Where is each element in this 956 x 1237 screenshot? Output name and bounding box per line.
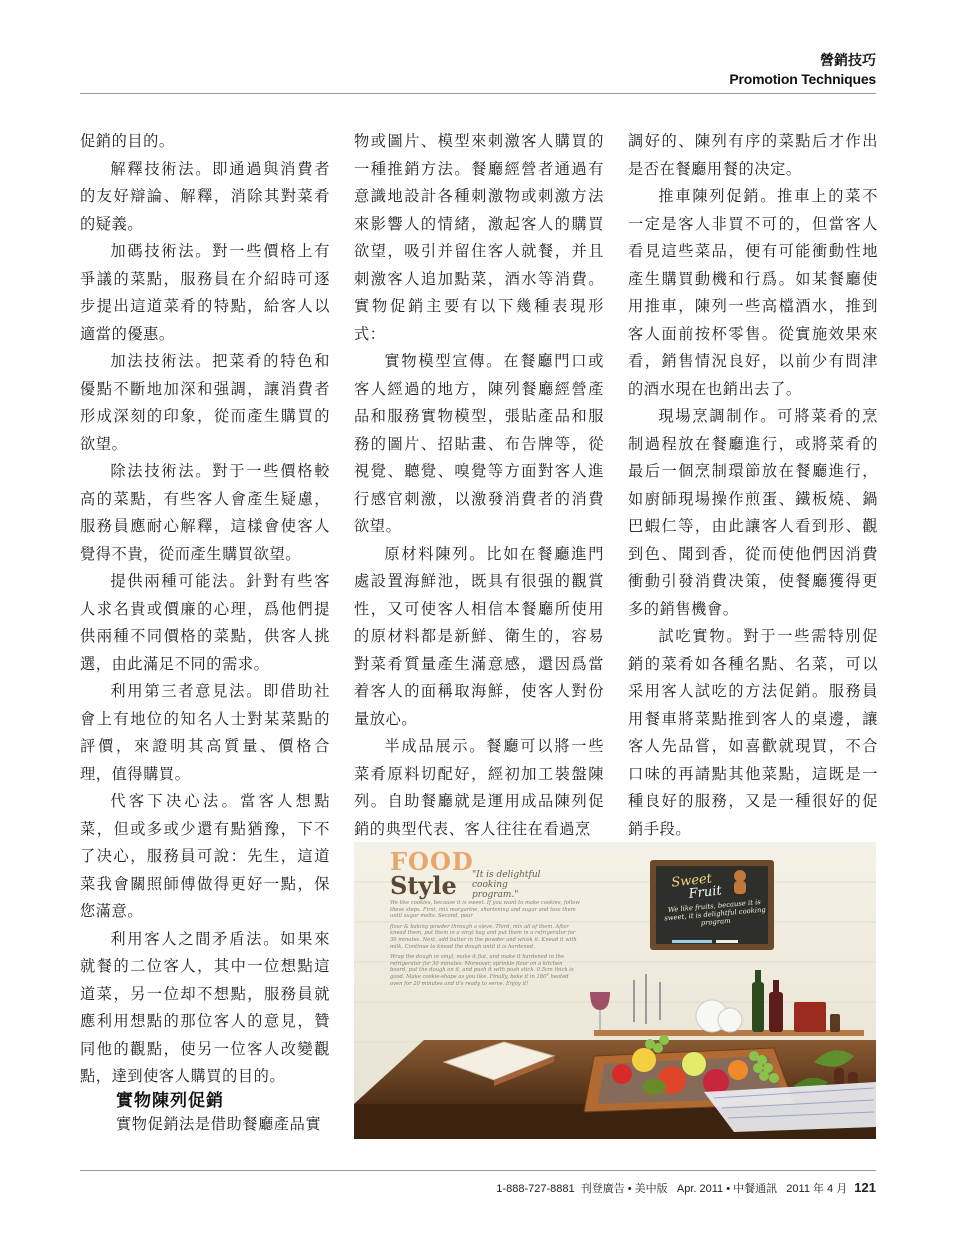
recipe-paragraph: flour & baking powder through a sieve. Third, mix all of them. After knead them, put them in a vinyl bag and put them in a refrigerator for 30 minutes. Next, add butter in the powder and whisk it. Knead it with milk. Continue to knead the dough until it is hardened. <box>390 923 577 950</box>
section-subheading: 實物陳列促銷 <box>116 1091 224 1111</box>
paragraph: 現場烹調制作。可將菜肴的烹制過程放在餐廳進行，或將菜肴的最后一個烹制環節放在餐廳進行，如廚師現場操作煎蛋、鐵板燒、鍋巴蝦仁等，由此讓客人看到形、觀到色、聞到香，從而使他們因消費衝動引發消費决策，使餐廳獲得更多的銷售機會。 <box>628 407 878 618</box>
paragraph: 加法技術法。把菜肴的特色和優點不斷地加深和强調，讓消費者形成深刻的印象，從而產生購買的欲望。 <box>80 352 330 453</box>
paragraph: 促銷的目的。 <box>80 132 175 150</box>
section-title-zh: 營銷技巧 <box>820 53 876 69</box>
footer-ad-text: 刊登廣告 • 美中版 <box>580 1183 668 1195</box>
paragraph: 利用客人之間矛盾法。如果來就餐的二位客人，其中一位想點這道菜，另一位却不想點，服務員就應利用想點的那位客人的意見，贊同他的觀點，使另一位客人改變觀點，達到使客人購買的目的。 <box>80 929 330 1085</box>
article-column-3 <box>628 128 878 843</box>
chalkboard-text: We like fruits, because it is sweet, it is delightful cooking program <box>663 897 767 928</box>
illustration-title-style: Style <box>390 871 457 900</box>
illustration-title-food: FOOD <box>390 847 474 876</box>
recipe-paragraph: Wrap the dough in vinyl, make it flat, and make it hardened in the refrigerator for 30 minutes. Moreover, sprinkle flour on a kitchen board, put the dough on it, and push it with push stick. 0.5cm thick is good. Make cookie-shape as you like. Finally, bake it in 180° heated oven for 20 minutes and it's ready to serve. Enjoy it! <box>390 954 574 987</box>
chalkboard-title-line1: Sweet <box>670 871 713 891</box>
footer-phone: 1-888-727-8881 <box>496 1183 575 1195</box>
page-footer <box>496 1180 876 1196</box>
paragraph: 提供兩種可能法。針對有些客人求名貴或價廉的心理，爲他們提供兩種不同價格的菜點，供客人挑選，由此滿足不同的需求。 <box>80 572 330 673</box>
paragraph: 加碼技術法。對一些價格上有爭議的菜點，服務員在介紹時可逐步提出這道菜肴的特點，給客人以適當的優惠。 <box>80 242 330 343</box>
illustration-tagline: "It is delightful cooking program." <box>472 870 541 900</box>
article-column-1 <box>80 128 330 1091</box>
paragraph: 實物促銷法是借助餐廳產品實 <box>116 1115 322 1133</box>
article-column-2 <box>354 128 604 843</box>
paragraph: 試吃實物。對于一些需特別促銷的菜肴如各種名點、名菜，可以采用客人試吃的方法促銷。服務員用餐車將菜點推到客人的桌邊，讓客人先品嘗，如喜歡就現買，不合口味的再請點其他菜點，這既是一種良好的服務，又是一種很好的促銷手段。 <box>628 627 878 838</box>
page-number: 121 <box>854 1180 876 1195</box>
recipe-paragraph: We like cookies, because it is sweet. If you want to make cookies, follow these steps. First, mix margarine, shortening and sugar and toss them until sugar melts. Second, pour <box>390 900 580 920</box>
illustration-title <box>390 847 474 900</box>
footer-date: 2011 年 4 月 <box>786 1183 848 1195</box>
section-title-en: Promotion Techniques <box>729 71 876 87</box>
paragraph: 物或圖片、模型來刺激客人購買的一種推銷方法。餐廳經營者通過有意識地設計各種刺激物或刺激方法來影響人的情緒，激起客人的購買欲望，吸引并留住客人就餐，并且刺激客人追加點菜，酒水等消費。實物促銷主要有以下幾種表現形式： <box>354 132 604 343</box>
footer-issue: Apr. 2011 • 中餐通訊 <box>676 1183 778 1195</box>
chalkboard-title-line2: Fruit <box>687 883 723 902</box>
paragraph: 利用第三者意見法。即借助社會上有地位的知名人士對某菜點的評價，來證明其高質量、價格合理，值得購買。 <box>80 682 330 783</box>
paragraph: 半成品展示。餐廳可以將一些菜肴原料切配好，經初加工裝盤陳列。自助餐廳就是運用成品陳列促銷的典型代表、客人往往在看過烹 <box>354 737 604 838</box>
illustration-recipe-text <box>390 900 580 991</box>
section-header <box>729 52 876 88</box>
footer-divider <box>80 1170 876 1171</box>
paragraph: 原材料陳列。比如在餐廳進門處設置海鮮池，既具有很强的觀賞性，又可使客人相信本餐廳所使用的原材料都是新鮮、衛生的，容易對菜肴質量產生滿意感，還因爲當着客人的面稱取海鮮，使客人對份量放心。 <box>354 544 604 728</box>
paragraph: 調好的、陳列有序的菜點后才作出是否在餐廳用餐的决定。 <box>628 132 878 178</box>
paragraph: 解釋技術法。即通過與消費者的友好辯論、解釋，消除其對菜肴的疑義。 <box>80 159 330 233</box>
paragraph: 推車陳列促銷。推車上的菜不一定是客人非買不可的，但當客人看見這些菜品，便有可能衝動性地產生購買動機和行爲。如某餐廳使用推車，陳列一些高檔酒水，推到客人面前按杯零售。從實施效果來看，銷售情況良好，以前少有問津的酒水現在也銷出去了。 <box>628 187 878 398</box>
chalkboard-title <box>671 872 722 903</box>
food-style-illustration <box>354 842 876 1139</box>
paragraph: 除法技術法。對于一些價格較高的菜點，有些客人會產生疑慮，服務員應耐心解釋，這樣會使客人覺得不貴，從而產生購買欲望。 <box>80 462 330 563</box>
paragraph: 實物模型宣傳。在餐廳門口或客人經過的地方，陳列餐廳經營產品和服務實物模型，張貼產品和服務的圖片、招貼畫、布告牌等，從視覺、聽覺、嗅覺等方面對客人進行感官刺激，以激發消費者的消費欲望。 <box>354 352 604 535</box>
header-divider <box>80 93 876 94</box>
paragraph: 代客下决心法。當客人想點菜，但或多或少還有點猶豫，下不了决心，服務員可說：先生，這道菜我會關照師傅做得更好一點，保您滿意。 <box>80 792 330 920</box>
